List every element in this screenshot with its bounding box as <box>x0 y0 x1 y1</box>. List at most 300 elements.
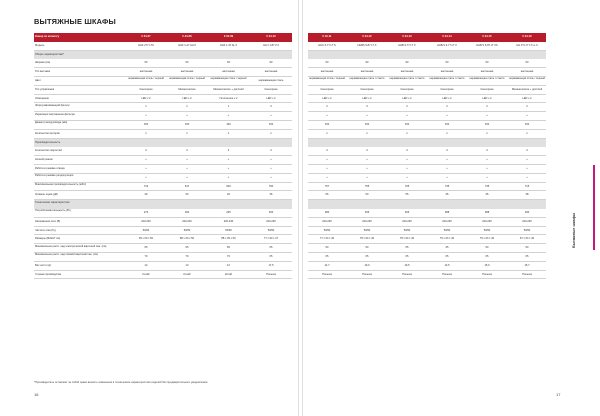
value-cell: Механическое <box>178 87 196 91</box>
value-cell: 70 <box>185 254 189 258</box>
table-row <box>308 253 546 262</box>
value-cell: 3 <box>227 149 230 153</box>
value-cell: 288 <box>444 210 450 214</box>
value-cell: + <box>186 158 188 162</box>
value-cell: 220-240 <box>182 219 192 223</box>
value-cell: 35 <box>445 193 449 197</box>
value-cell: 55 <box>405 246 409 250</box>
row-label-cell: Индикация загрязнения фильтра <box>35 112 75 116</box>
value-cell: 90 <box>405 61 409 65</box>
value-cell: настенная <box>400 70 414 74</box>
value-cell: LED x 2 <box>266 96 276 100</box>
table-row <box>308 174 546 183</box>
row-label-cell: Тип управления <box>35 87 55 91</box>
table-header-row <box>34 33 292 42</box>
value-cell: 3 <box>270 105 272 109</box>
value-cell: 79 x 60 x 45 <box>439 237 455 241</box>
value-cell: Польша <box>322 272 332 276</box>
value-cell: 1 <box>186 131 188 135</box>
value-cell: 150 <box>524 122 530 126</box>
table-row <box>308 86 546 95</box>
value-cell: 90 <box>269 61 273 65</box>
value-cell: HHF 277 LTS <box>138 43 154 47</box>
value-cell: 150 <box>268 122 274 126</box>
value-cell: 50/60 <box>225 228 232 232</box>
value-cell: 60 <box>325 61 329 65</box>
value-cell: 56 <box>325 193 329 197</box>
value-cell: 2 <box>326 105 328 109</box>
value-cell: 53 <box>365 193 369 197</box>
value-cell: + <box>227 158 230 162</box>
table-row <box>34 86 292 95</box>
row-label-cell: Модель <box>35 43 45 47</box>
value-cell: + <box>526 114 528 118</box>
value-cell: + <box>326 158 328 162</box>
value-cell: 305 <box>364 210 370 214</box>
row-label-cell: Частота тока (Гц) <box>35 228 56 232</box>
value-cell: 70 <box>227 254 230 258</box>
value-cell: 50/60 <box>267 228 275 232</box>
row-label-cell: Страна производства <box>35 272 61 276</box>
value-cell: LED x 2 <box>402 96 412 100</box>
row-label-cell: Ширина (см) <box>35 61 51 65</box>
value-cell: + <box>526 158 528 162</box>
value-cell: нержавеющая сталь / стекло <box>389 77 425 81</box>
table-row <box>308 112 546 121</box>
row-label-cell: Минимальное расст. над электрической варочной пан. (см) <box>35 244 107 248</box>
value-cell: нержавеющая сталь / стекло <box>469 77 505 81</box>
section-marker-bar <box>593 165 595 250</box>
side-section-label: Вытяжные шкафы <box>572 212 576 248</box>
value-cell: настенная <box>180 70 194 74</box>
value-cell: 220-240 <box>522 219 532 223</box>
table-row <box>34 209 292 218</box>
value-cell: + <box>326 166 328 170</box>
table-row <box>308 68 546 77</box>
value-cell: Польша <box>442 272 452 276</box>
table-row <box>308 121 546 130</box>
value-cell: 755 <box>364 184 370 188</box>
value-cell: LED x 2 <box>362 96 372 100</box>
table-row <box>308 235 546 244</box>
value-cell: HHBS 9-87 LT X <box>357 43 377 47</box>
value-cell: 270 <box>143 210 149 214</box>
value-cell: 1 <box>145 131 147 135</box>
value-cell: 290 <box>524 210 530 214</box>
value-cell: 70 <box>144 254 148 258</box>
header-catalog-cell: F-01-07 <box>141 35 151 38</box>
value-cell: + <box>366 114 368 118</box>
value-cell: нержавеющая сталь / черный <box>169 77 205 81</box>
row-label-cell: Минимальное расст. над газовой варочной пан. (см) <box>35 253 98 257</box>
table-row <box>34 95 292 104</box>
value-cell: 1 <box>326 131 328 135</box>
table-row <box>34 156 292 165</box>
row-label-cell: Напряжение сети (В) <box>35 219 61 223</box>
value-cell: 1 <box>446 131 448 135</box>
value-cell: 757 <box>324 184 330 188</box>
value-cell: + <box>227 175 230 179</box>
value-cell: 17,5 <box>268 263 274 267</box>
value-cell: 735 <box>484 184 490 188</box>
value-cell: 220-240 <box>266 219 276 223</box>
value-cell: 65 <box>144 246 148 250</box>
value-cell: Польша <box>482 272 492 276</box>
value-cell: 50 <box>485 246 489 250</box>
value-cell: 65 <box>485 254 489 258</box>
value-cell: LED x 2 <box>182 96 192 100</box>
value-cell: 150 <box>404 122 410 126</box>
value-cell: + <box>145 166 147 170</box>
value-cell: 14,7 <box>324 263 330 267</box>
value-cell: + <box>186 175 188 179</box>
section-row <box>34 51 292 60</box>
table-row <box>34 244 292 253</box>
value-cell: нержавеющая сталь / черный <box>309 77 345 81</box>
value-cell: 790 <box>268 184 274 188</box>
value-cell: Сенсорное <box>139 87 153 91</box>
value-cell: 265 <box>404 210 410 214</box>
header-catalog-cell: F-01-13 <box>402 35 412 38</box>
table-row <box>308 183 546 192</box>
value-cell: 60 <box>485 61 489 65</box>
row-label-cell: Вес нетто (кг) <box>35 263 52 267</box>
value-cell: нержавеющая сталь / черный <box>128 77 164 81</box>
value-cell: + <box>486 166 488 170</box>
table-row <box>308 59 546 68</box>
value-cell: настенная <box>139 70 153 74</box>
value-cell: настенная <box>520 70 534 74</box>
table-row <box>34 68 292 77</box>
table-row <box>308 209 546 218</box>
value-cell: 50/60 <box>183 228 191 232</box>
value-cell: 3 <box>446 149 448 153</box>
value-cell: + <box>446 114 448 118</box>
value-cell: 15,7 <box>524 263 530 267</box>
table-row <box>308 130 546 139</box>
value-cell: + <box>270 175 272 179</box>
value-cell: 3 <box>145 149 147 153</box>
value-cell: 150 <box>184 122 190 126</box>
value-cell: HHF 1-47 AH 0 <box>178 43 196 47</box>
value-cell: 1 <box>406 131 408 135</box>
table-row <box>308 156 546 165</box>
row-label-cell: Ночной режим <box>35 158 53 162</box>
value-cell: 150 <box>226 122 231 126</box>
value-cell: 45 <box>445 246 449 250</box>
value-cell: + <box>270 158 272 162</box>
value-cell: 49 <box>144 193 148 197</box>
value-cell: + <box>145 158 147 162</box>
value-cell: + <box>145 114 147 118</box>
value-cell: 735 <box>444 184 450 188</box>
value-cell: 12 <box>227 263 230 267</box>
value-cell: 13,5 <box>444 263 450 267</box>
table-row <box>34 262 292 271</box>
value-cell: HHB S 6-77 LT X <box>437 43 457 47</box>
header-catalog-cell: F-01-09 <box>223 35 234 38</box>
value-cell: + <box>526 166 528 170</box>
table-row <box>34 121 292 130</box>
value-cell: Польша <box>266 272 276 276</box>
value-cell: 65 <box>525 254 529 258</box>
value-cell: 1 <box>227 131 230 135</box>
value-cell: Китай <box>183 272 191 276</box>
value-cell: 50/60 <box>483 228 491 232</box>
value-cell: 13 <box>185 263 189 267</box>
value-cell: нержавеющая сталь / стекло <box>349 77 385 81</box>
value-cell: 36 <box>269 193 273 197</box>
row-label-cell: Максимальная производительность (м3/ч) <box>35 183 87 187</box>
row-label-cell: Количество моторов <box>35 131 60 135</box>
value-cell: 3 <box>526 149 528 153</box>
table-row <box>308 147 546 156</box>
value-cell: + <box>366 175 368 179</box>
value-cell: 19,0 <box>364 263 370 267</box>
spec-table-left <box>34 33 292 279</box>
header-catalog-cell: F-01-14 <box>442 35 452 38</box>
table-row <box>308 95 546 104</box>
value-cell: 220-240 <box>322 219 332 223</box>
row-label-cell: Освещение <box>35 96 49 100</box>
value-cell: 50/60 <box>323 228 331 232</box>
value-cell: 220-240 <box>141 219 151 223</box>
value-cell: + <box>366 166 368 170</box>
row-label-cell: Размеры (ВxШxГ см) <box>35 237 61 241</box>
value-cell: 220-240 <box>482 219 492 223</box>
value-cell: нержавеющая сталь <box>258 78 284 82</box>
header-catalog-cell: F-01-15 <box>482 35 492 38</box>
row-label-cell: Тип вытяжки <box>35 70 51 74</box>
table-row <box>308 191 546 200</box>
value-cell: 77 x 90 x 47 <box>263 237 279 241</box>
value-cell: LED x 2 <box>522 96 532 100</box>
value-cell: 280 <box>324 210 330 214</box>
table-row <box>308 165 546 174</box>
row-label-cell: Технические характеристики <box>35 200 70 204</box>
value-cell: 600 <box>226 184 231 188</box>
table-row <box>308 227 546 236</box>
value-cell: 260 <box>184 210 190 214</box>
value-cell: Сенсорное <box>360 87 374 91</box>
value-cell: + <box>270 114 272 118</box>
header-catalog-cell: F-01-12 <box>362 35 372 38</box>
value-cell: 60 <box>525 61 529 65</box>
value-cell: 300 <box>268 210 274 214</box>
value-cell: LED x 2 <box>442 96 452 100</box>
table-row <box>34 59 292 68</box>
table-row <box>34 183 292 192</box>
footnote: *Производитель оставляет за собой право вносить изменения в технические характеристики изделий без предварительного уведомления. <box>34 381 209 384</box>
value-cell: + <box>186 166 188 170</box>
value-cell: 78 x 90 x 45 <box>359 237 375 241</box>
value-cell: 2 <box>526 105 528 109</box>
section-row <box>34 200 292 209</box>
section-row <box>308 200 546 209</box>
value-cell: + <box>486 158 488 162</box>
value-cell: + <box>227 166 230 170</box>
value-cell: 150 <box>143 122 149 126</box>
value-cell: 220-240 <box>442 219 452 223</box>
value-cell: 220-240 <box>402 219 412 223</box>
value-cell: 78 x 90 x 45 <box>399 237 415 241</box>
section-row <box>34 139 292 148</box>
page-number-left: 16 <box>34 392 39 397</box>
value-cell: + <box>446 175 448 179</box>
table-row <box>34 130 292 139</box>
value-cell: 65 <box>365 254 369 258</box>
table-row <box>34 112 292 121</box>
value-cell: 3 <box>486 149 488 153</box>
value-cell: настенная <box>320 70 334 74</box>
header-catalog-cell: F-01-08 <box>182 35 192 38</box>
table-row <box>34 227 292 236</box>
value-cell: + <box>145 175 147 179</box>
page-title: ВЫТЯЖНЫЕ ШКАФЫ <box>34 17 116 26</box>
row-label-cell: Производительность <box>35 140 61 144</box>
value-cell: 88 x 45 x 50 <box>221 237 236 241</box>
value-cell: 710 <box>143 184 149 188</box>
value-cell: настенная <box>440 70 454 74</box>
value-cell: 90 <box>365 61 369 65</box>
header-label-cell: Номер по каталогу <box>35 35 60 38</box>
value-cell: 50 <box>325 246 329 250</box>
table-row <box>34 165 292 174</box>
right-page-edge <box>302 0 303 416</box>
value-cell: 705 <box>404 184 410 188</box>
table-row <box>34 103 292 112</box>
value-cell: Сенсорное <box>320 87 334 91</box>
value-cell: 46 <box>227 193 230 197</box>
section-row <box>308 139 546 148</box>
value-cell: Сенсорное <box>264 87 278 91</box>
table-row <box>34 147 292 156</box>
header-catalog-cell: F-01-10 <box>266 35 276 38</box>
value-cell: 14 <box>144 263 148 267</box>
value-cell: LED x 2 <box>482 96 492 100</box>
value-cell: 65 <box>325 254 329 258</box>
value-cell: Польша <box>402 272 412 276</box>
table-row <box>34 174 292 183</box>
row-label-cell: Количество скоростей <box>35 149 62 153</box>
table-row <box>308 262 546 271</box>
value-cell: 55 <box>405 193 409 197</box>
table-row <box>308 77 546 86</box>
row-label-cell: Общие характеристики* <box>35 52 65 56</box>
table-row <box>34 42 292 51</box>
table-row <box>308 244 546 253</box>
value-cell: LED x 2 <box>322 96 332 100</box>
value-cell: 3 <box>186 149 188 153</box>
value-cell: 65 <box>445 254 449 258</box>
row-label-cell: Цвет <box>35 78 41 82</box>
table-row <box>34 235 292 244</box>
value-cell: 60 <box>445 61 449 65</box>
table-row <box>308 271 546 280</box>
value-cell: 1 <box>186 105 188 109</box>
spec-table-right <box>308 33 546 279</box>
value-cell: 150 <box>484 122 490 126</box>
value-cell: + <box>186 114 188 118</box>
value-cell: 150 <box>444 122 450 126</box>
value-cell: Китай <box>142 272 150 276</box>
value-cell: 220-240 <box>362 219 372 223</box>
value-cell: 50 <box>525 246 529 250</box>
value-cell: 1 <box>227 105 230 109</box>
row-label-cell: Жироулавливающий фильтр <box>35 103 70 107</box>
value-cell: + <box>326 175 328 179</box>
value-cell: LED x 2 <box>141 96 151 100</box>
table-row <box>34 77 292 86</box>
left-page-edge <box>298 0 299 416</box>
value-cell: + <box>486 114 488 118</box>
value-cell: 50 <box>365 246 369 250</box>
row-label-cell: Работа в режиме отвода <box>35 166 65 170</box>
value-cell: 79 x 60 x 45 <box>479 237 495 241</box>
value-cell: 3 <box>270 149 272 153</box>
value-cell: настенная <box>360 70 374 74</box>
page-number-right: 17 <box>556 392 561 397</box>
value-cell: 65 <box>405 254 409 258</box>
value-cell: 38 <box>525 193 529 197</box>
value-cell: 65 <box>269 246 273 250</box>
value-cell: + <box>446 166 448 170</box>
value-cell: 65 <box>185 246 189 250</box>
value-cell: HH P 6-77 LT LL 0 <box>516 43 538 47</box>
value-cell: 2 <box>446 105 448 109</box>
row-label-cell: Потребляемая мощность (Вт) <box>35 209 71 213</box>
value-cell: 1 <box>366 131 368 135</box>
value-cell: Польша <box>362 272 372 276</box>
value-cell: 50/60 <box>443 228 451 232</box>
value-cell: 60 <box>185 193 189 197</box>
value-cell: 715 <box>524 184 530 188</box>
value-cell: 3 <box>366 105 368 109</box>
value-cell: 77 x 60 x 45 <box>319 237 335 241</box>
table-row <box>308 42 546 51</box>
value-cell: 88 x 60 x 50 <box>179 237 195 241</box>
value-cell: Механическое + дисплей <box>213 87 244 91</box>
value-cell: Механическое + дисплей <box>511 87 543 91</box>
value-cell: + <box>227 114 230 118</box>
table-header-row <box>308 33 546 42</box>
header-catalog-cell: F-01-11 <box>322 35 332 38</box>
value-cell: HH C 187 Z 0 <box>263 43 279 47</box>
value-cell: HHB 9-77 LT X <box>398 43 416 47</box>
table-row <box>34 191 292 200</box>
value-cell: 150 <box>324 122 330 126</box>
row-label-cell: Уровень шума (дБ) <box>35 193 58 197</box>
table-row <box>34 218 292 227</box>
value-cell: настенная <box>222 70 235 74</box>
value-cell: 19,5 <box>404 263 410 267</box>
value-cell: + <box>406 114 408 118</box>
value-cell: 35 <box>485 193 489 197</box>
value-cell: настенная <box>264 70 278 74</box>
value-cell: 45 <box>227 61 230 65</box>
value-cell: 67 x 60 x 45 <box>519 237 535 241</box>
value-cell: + <box>270 166 272 170</box>
value-cell: HHF 1-37 AL 0 <box>219 43 238 47</box>
value-cell: 2 <box>486 105 488 109</box>
value-cell: 15,0 <box>484 263 490 267</box>
value-cell: 50/60 <box>363 228 371 232</box>
value-cell: + <box>446 158 448 162</box>
value-cell: Польша <box>522 272 532 276</box>
value-cell: 647 <box>184 184 190 188</box>
value-cell: 220-240 <box>223 219 234 223</box>
row-label-cell: Работа в режиме рециркуляции <box>35 174 74 178</box>
